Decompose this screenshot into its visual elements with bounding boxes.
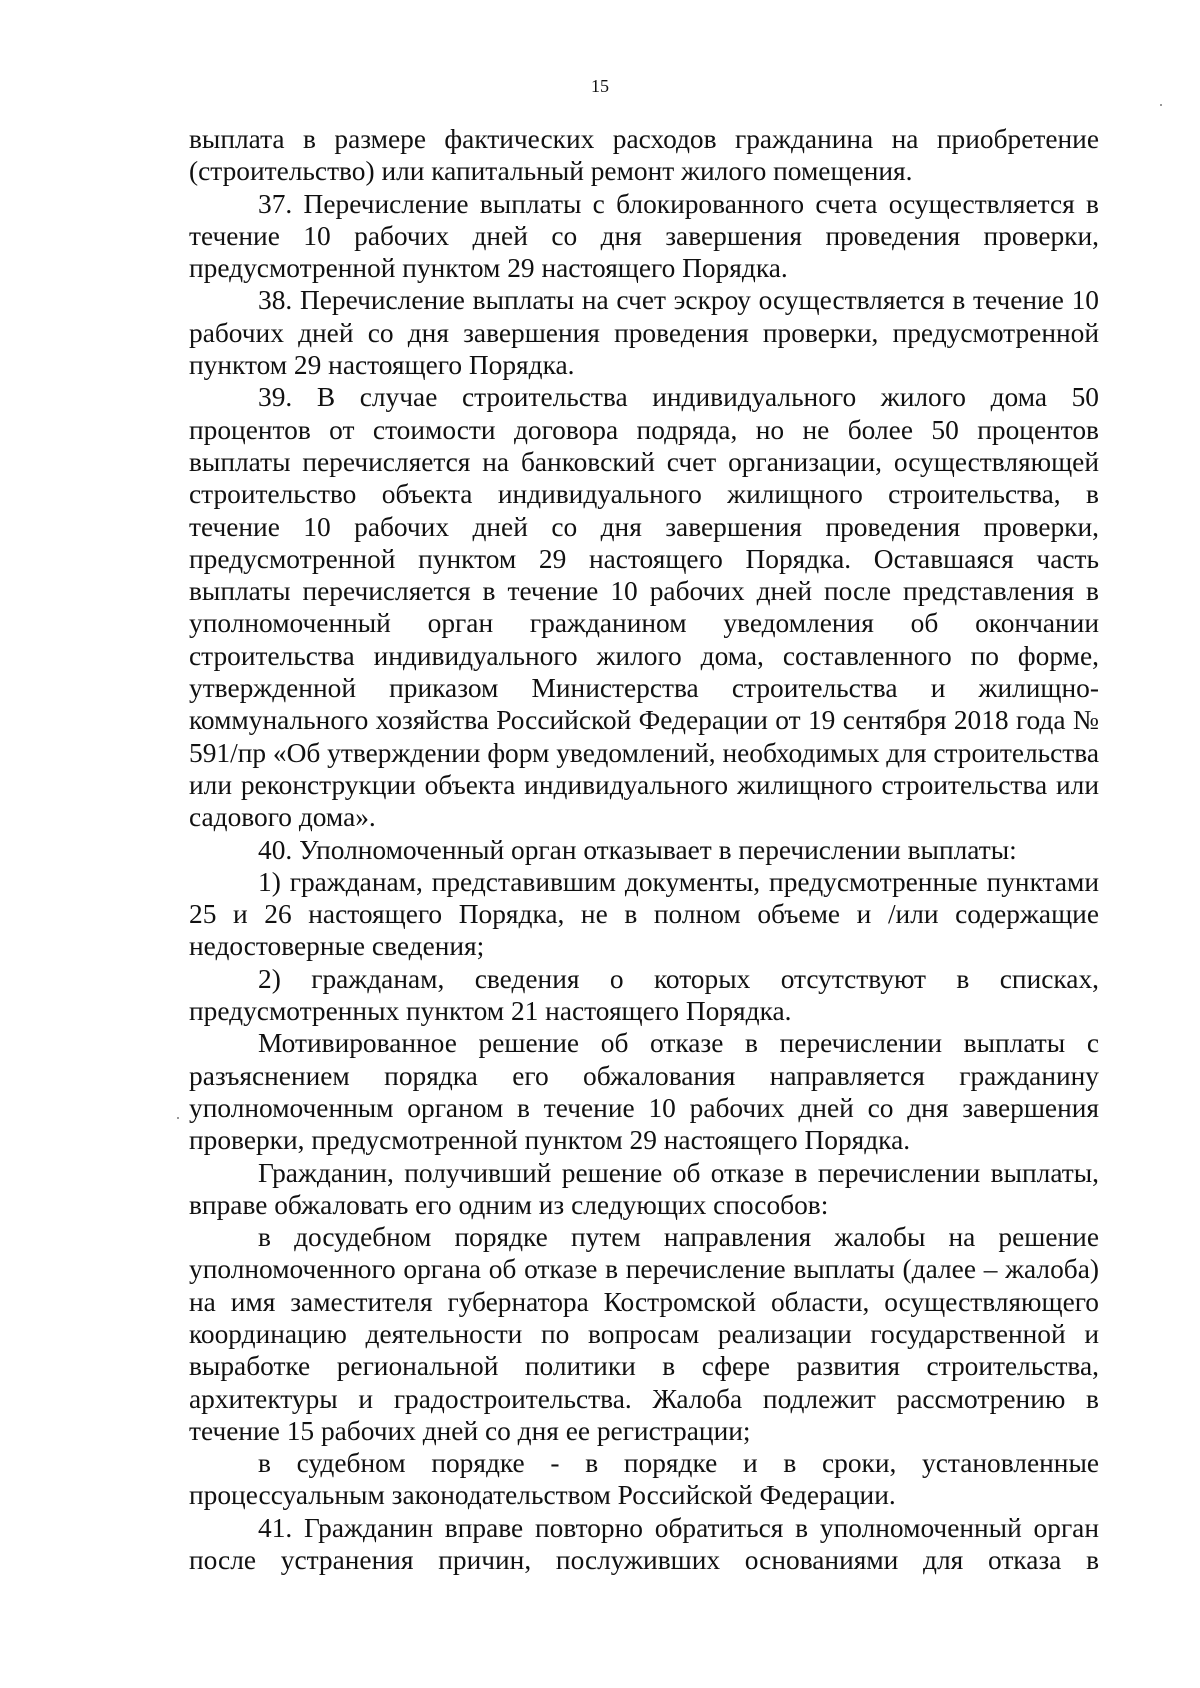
document-body: [189, 123, 1099, 1576]
list-item-1: 1) гражданам, представившим документы, предусмотренные пунктами 25 и 26 настоящего Порядка, не в полном объеме и /или содержащие недостоверные сведения;: [189, 866, 1099, 962]
paragraph: выплата в размере фактических расходов гражданина на приобретение (строительство) или капитальный ремонт жилого помещения.: [189, 124, 1099, 187]
paragraph-39: 39. В случае строительства индивидуального жилого дома 50 процентов от стоимости договора подряда, но не более 50 процентов выплаты перечисляется на банковский счет организации, осуществляющей строительство объекта индивидуального жилищного строительства, в течение 10 рабочих дней со дня завершения проведения проверки, предусмотренной пунктом 29 настоящего Порядка. Оставшаяся часть выплаты перечисляется в течение 10 рабочих дней после представления в уполномоченный орган гражданином уведомления об окончании строительства индивидуального жилого дома, составленного по форме, утвержденной приказом Министерства строительства и жилищно-коммунального хозяйства Российской Федерации от 19 сентября 2018 года № 591/пр «Об утверждении форм уведомлений, необходимых для строительства или реконструкции объекта индивидуального жилищного строительства или садового дома».: [189, 382, 1099, 833]
list-item-2: 2) гражданам, сведения о которых отсутствуют в списках, предусмотренных пунктом 21 настоящего Порядка.: [189, 963, 1099, 1027]
paragraph-motivated-decision: Мотивированное решение об отказе в перечислении выплаты с разъяснением порядка его обжалования направляется гражданину уполномоченным органом в течение 10 рабочих дней со дня завершения проверки, предусмотренной пунктом 29 настоящего Порядка.: [189, 1028, 1099, 1156]
scan-speck: [177, 1117, 179, 1119]
paragraph-pretrial: в досудебном порядке путем направления жалобы на решение уполномоченного органа об отказе в перечисление выплаты (далее – жалоба) на имя заместителя губернатора Костромской области, осуществляющего координацию деятельности по вопросам реализации государственной и выработке региональной политики в сфере развития строительства, архитектуры и градостроительства. Жалоба подлежит рассмотрению в течение 15 рабочих дней со дня ее регистрации;: [189, 1222, 1099, 1446]
page-number: 15: [591, 76, 609, 96]
paragraph-38: 38. Перечисление выплаты на счет эскроу осуществляется в течение 10 рабочих дней со дня завершения проведения проверки, предусмотренной пунктом 29 настоящего Порядка.: [189, 285, 1099, 381]
scan-speck: [1160, 104, 1162, 106]
paragraph-appeal: Гражданин, получивший решение об отказе в перечислении выплаты, вправе обжаловать его одним из следующих способов:: [189, 1157, 1099, 1220]
paragraph-40: 40. Уполномоченный орган отказывает в перечислении выплаты:: [258, 834, 1017, 865]
paragraph-judicial: в судебном порядке - в порядке и в сроки, установленные процессуальным законодательством Российской Федерации.: [189, 1448, 1099, 1511]
paragraph-37: 37. Перечисление выплаты с блокированного счета осуществляется в течение 10 рабочих дней со дня завершения проведения проверки, предусмотренной пунктом 29 настоящего Порядка.: [189, 188, 1099, 284]
paragraph-41: 41. Гражданин вправе повторно обратиться в уполномоченный орган после устранения причин, послуживших основаниями для отказа в: [189, 1512, 1099, 1576]
